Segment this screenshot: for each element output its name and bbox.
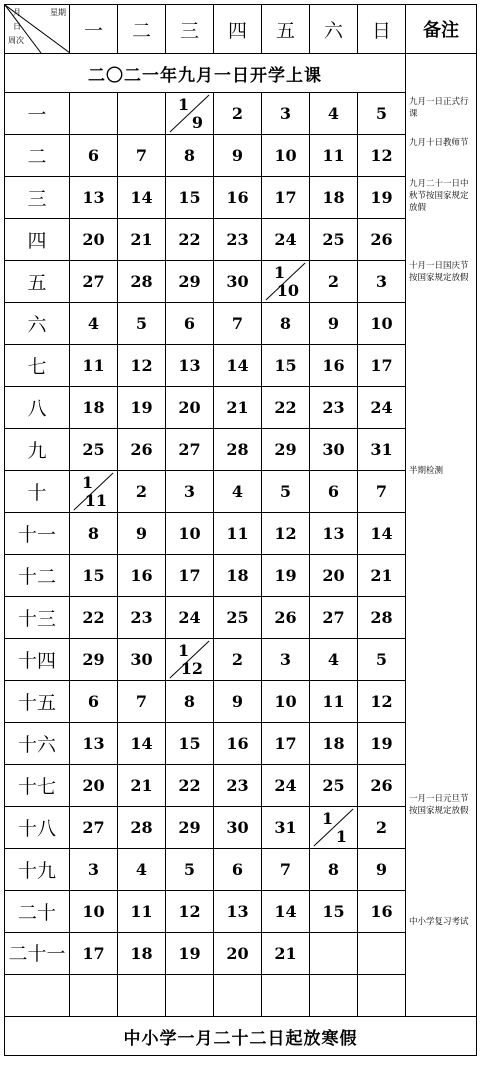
day-cell: 18	[310, 177, 358, 219]
day-cell: 21	[214, 387, 262, 429]
day-cell: 23	[118, 597, 166, 639]
day-cell: 23	[214, 765, 262, 807]
month-change-day-cell	[166, 93, 214, 135]
weekday-header: 日	[358, 5, 406, 54]
day-cell: 26	[262, 597, 310, 639]
day-cell: 28	[118, 261, 166, 303]
day-cell: 6	[70, 681, 118, 723]
day-cell: 3	[262, 93, 310, 135]
remarks-header: 备注	[406, 5, 477, 54]
weekday-header: 六	[310, 5, 358, 54]
week-number-cell: 六	[5, 303, 70, 345]
day-cell: 2	[214, 639, 262, 681]
day-cell: 14	[118, 177, 166, 219]
week-number-cell: 五	[5, 261, 70, 303]
day-cell: 11	[70, 345, 118, 387]
week-number-cell: 八	[5, 387, 70, 429]
day-cell: 24	[358, 387, 406, 429]
day-cell: 16	[214, 723, 262, 765]
day-cell: 14	[358, 513, 406, 555]
day-cell: 3	[70, 849, 118, 891]
day-cell: 21	[118, 765, 166, 807]
empty-day-cell	[166, 975, 214, 1017]
day-cell: 11	[214, 513, 262, 555]
day-cell: 9	[118, 513, 166, 555]
weekday-header: 一	[70, 5, 118, 54]
day-cell: 31	[262, 807, 310, 849]
day-cell: 18	[118, 933, 166, 975]
day-cell: 22	[262, 387, 310, 429]
month-number: 11	[84, 491, 107, 510]
day-cell: 10	[262, 135, 310, 177]
month-change-day-cell	[166, 639, 214, 681]
corner-month-label: 月	[13, 8, 21, 17]
day-cell: 30	[118, 639, 166, 681]
day-cell: 6	[214, 849, 262, 891]
day-cell: 12	[166, 891, 214, 933]
week-number-cell: 十一	[5, 513, 70, 555]
day-cell: 13	[166, 345, 214, 387]
day-cell: 2	[310, 261, 358, 303]
day-cell: 29	[166, 261, 214, 303]
month-number: 9	[191, 113, 203, 132]
week-number-cell: 十四	[5, 639, 70, 681]
month-change-day-cell	[262, 261, 310, 303]
corner-week-number-label: 周次	[8, 36, 24, 45]
empty-day-cell	[358, 975, 406, 1017]
day-cell: 8	[166, 681, 214, 723]
day-cell: 30	[214, 807, 262, 849]
day-cell: 21	[262, 933, 310, 975]
day-cell: 30	[310, 429, 358, 471]
header-corner-cell	[5, 5, 70, 54]
day-cell: 22	[166, 765, 214, 807]
day-cell: 6	[70, 135, 118, 177]
day-cell: 3	[358, 261, 406, 303]
day-cell: 6	[310, 471, 358, 513]
remark-note: 九月二十一日中秋节按国家规定放假	[409, 179, 469, 213]
remark-note: 半期检测	[409, 466, 444, 476]
day-cell: 5	[358, 93, 406, 135]
day-cell: 17	[262, 177, 310, 219]
day-cell: 4	[70, 303, 118, 345]
day-cell: 20	[310, 555, 358, 597]
day-cell: 9	[214, 681, 262, 723]
weekday-header: 五	[262, 5, 310, 54]
end-banner: 中小学一月二十二日起放寒假	[5, 1017, 477, 1056]
day-cell: 28	[118, 807, 166, 849]
day-cell: 15	[262, 345, 310, 387]
month-first-day: 1	[178, 95, 190, 114]
remarks-column	[406, 54, 477, 1017]
start-banner-row	[5, 54, 477, 93]
day-cell: 9	[310, 303, 358, 345]
day-cell: 18	[310, 723, 358, 765]
day-cell: 8	[262, 303, 310, 345]
day-cell: 12	[358, 681, 406, 723]
day-cell: 3	[166, 471, 214, 513]
day-cell: 27	[70, 807, 118, 849]
week-number-cell: 九	[5, 429, 70, 471]
day-cell: 20	[70, 765, 118, 807]
day-cell: 19	[262, 555, 310, 597]
week-number-cell: 十九	[5, 849, 70, 891]
day-cell: 15	[166, 177, 214, 219]
day-cell: 5	[358, 639, 406, 681]
day-cell: 8	[70, 513, 118, 555]
day-cell: 28	[214, 429, 262, 471]
month-divider-line	[166, 93, 213, 134]
day-cell: 2	[214, 93, 262, 135]
day-cell: 28	[358, 597, 406, 639]
day-cell: 30	[214, 261, 262, 303]
day-cell: 31	[358, 429, 406, 471]
day-cell: 12	[358, 135, 406, 177]
day-cell: 9	[358, 849, 406, 891]
day-cell: 17	[262, 723, 310, 765]
empty-day-cell	[358, 933, 406, 975]
week-number-cell: 十	[5, 471, 70, 513]
day-cell: 15	[70, 555, 118, 597]
day-cell: 5	[166, 849, 214, 891]
day-cell: 4	[310, 93, 358, 135]
day-cell: 16	[214, 177, 262, 219]
day-cell: 14	[214, 345, 262, 387]
weekday-header: 四	[214, 5, 262, 54]
day-cell: 24	[166, 597, 214, 639]
day-cell: 17	[358, 345, 406, 387]
week-number-cell: 十八	[5, 807, 70, 849]
day-cell: 20	[166, 387, 214, 429]
day-cell: 22	[70, 597, 118, 639]
corner-day-label: 日	[13, 22, 21, 31]
day-cell: 24	[262, 765, 310, 807]
day-cell: 18	[214, 555, 262, 597]
day-cell: 4	[118, 849, 166, 891]
day-cell: 11	[310, 681, 358, 723]
day-cell: 4	[214, 471, 262, 513]
day-cell: 10	[70, 891, 118, 933]
day-cell: 20	[70, 219, 118, 261]
week-number-cell: 十七	[5, 765, 70, 807]
week-number-cell: 十三	[5, 597, 70, 639]
day-cell: 7	[118, 681, 166, 723]
week-number-cell: 一	[5, 93, 70, 135]
day-cell: 21	[358, 555, 406, 597]
week-number-cell: 十六	[5, 723, 70, 765]
weekday-header: 三	[166, 5, 214, 54]
day-cell: 13	[310, 513, 358, 555]
month-change-day-cell	[310, 807, 358, 849]
day-cell: 29	[262, 429, 310, 471]
empty-day-cell	[310, 975, 358, 1017]
day-cell: 6	[166, 303, 214, 345]
empty-day-cell	[214, 975, 262, 1017]
school-calendar-table	[4, 4, 477, 1056]
remark-note: 十月一日国庆节按国家规定放假	[409, 261, 469, 283]
day-cell: 5	[262, 471, 310, 513]
empty-day-cell	[118, 975, 166, 1017]
day-cell: 25	[214, 597, 262, 639]
day-cell: 26	[358, 765, 406, 807]
day-cell: 5	[118, 303, 166, 345]
day-cell: 14	[118, 723, 166, 765]
day-cell: 21	[118, 219, 166, 261]
day-cell: 25	[310, 219, 358, 261]
month-first-day: 1	[322, 809, 334, 828]
day-cell: 17	[166, 555, 214, 597]
day-cell: 14	[262, 891, 310, 933]
day-cell: 13	[214, 891, 262, 933]
week-number-cell: 三	[5, 177, 70, 219]
day-cell: 16	[118, 555, 166, 597]
month-number: 1	[335, 827, 347, 846]
corner-weekday-label: 星期	[50, 8, 66, 17]
day-cell: 26	[358, 219, 406, 261]
week-number-cell: 十二	[5, 555, 70, 597]
empty-day-cell	[70, 975, 118, 1017]
day-cell: 27	[310, 597, 358, 639]
remark-note: 九月十日教师节	[409, 138, 469, 148]
day-cell: 11	[310, 135, 358, 177]
day-cell: 16	[358, 891, 406, 933]
day-cell: 29	[166, 807, 214, 849]
day-cell: 15	[310, 891, 358, 933]
day-cell: 2	[358, 807, 406, 849]
month-first-day: 1	[178, 641, 190, 660]
month-first-day: 1	[82, 473, 94, 492]
day-cell: 3	[262, 639, 310, 681]
month-number: 10	[276, 281, 299, 300]
day-cell: 15	[166, 723, 214, 765]
day-cell: 8	[310, 849, 358, 891]
day-cell: 23	[214, 219, 262, 261]
day-cell: 12	[118, 345, 166, 387]
day-cell: 7	[214, 303, 262, 345]
month-divider-line	[310, 807, 357, 848]
week-number-cell	[5, 975, 70, 1017]
day-cell: 11	[118, 891, 166, 933]
day-cell: 26	[118, 429, 166, 471]
day-cell: 17	[70, 933, 118, 975]
day-cell: 19	[358, 177, 406, 219]
empty-day-cell	[70, 93, 118, 135]
start-banner: 二〇二一年九月一日开学上课	[5, 54, 406, 93]
remark-note: 中小学复习考试	[409, 917, 469, 927]
month-first-day: 1	[274, 263, 286, 282]
day-cell: 25	[70, 429, 118, 471]
remark-note: 九月一日正式行课	[409, 97, 469, 119]
month-number: 12	[180, 659, 203, 678]
month-change-day-cell	[70, 471, 118, 513]
day-cell: 13	[70, 723, 118, 765]
day-cell: 19	[166, 933, 214, 975]
day-cell: 19	[118, 387, 166, 429]
day-cell: 2	[118, 471, 166, 513]
day-cell: 8	[166, 135, 214, 177]
day-cell: 4	[310, 639, 358, 681]
day-cell: 27	[70, 261, 118, 303]
day-cell: 12	[262, 513, 310, 555]
week-number-cell: 二十	[5, 891, 70, 933]
remark-note: 一月一日元旦节按国家规定放假	[409, 794, 469, 816]
day-cell: 22	[166, 219, 214, 261]
day-cell: 24	[262, 219, 310, 261]
weekday-header: 二	[118, 5, 166, 54]
empty-day-cell	[118, 93, 166, 135]
day-cell: 27	[166, 429, 214, 471]
day-cell: 20	[214, 933, 262, 975]
empty-day-cell	[262, 975, 310, 1017]
day-cell: 10	[262, 681, 310, 723]
end-banner-row	[5, 1017, 477, 1056]
week-number-cell: 十五	[5, 681, 70, 723]
day-cell: 7	[262, 849, 310, 891]
week-number-cell: 四	[5, 219, 70, 261]
day-cell: 7	[118, 135, 166, 177]
day-cell: 16	[310, 345, 358, 387]
week-number-cell: 二	[5, 135, 70, 177]
day-cell: 23	[310, 387, 358, 429]
header-row	[5, 5, 477, 54]
day-cell: 10	[166, 513, 214, 555]
week-number-cell: 七	[5, 345, 70, 387]
empty-day-cell	[310, 933, 358, 975]
week-number-cell: 二十一	[5, 933, 70, 975]
day-cell: 29	[70, 639, 118, 681]
day-cell: 18	[70, 387, 118, 429]
day-cell: 7	[358, 471, 406, 513]
day-cell: 25	[310, 765, 358, 807]
day-cell: 10	[358, 303, 406, 345]
day-cell: 9	[214, 135, 262, 177]
day-cell: 13	[70, 177, 118, 219]
day-cell: 19	[358, 723, 406, 765]
